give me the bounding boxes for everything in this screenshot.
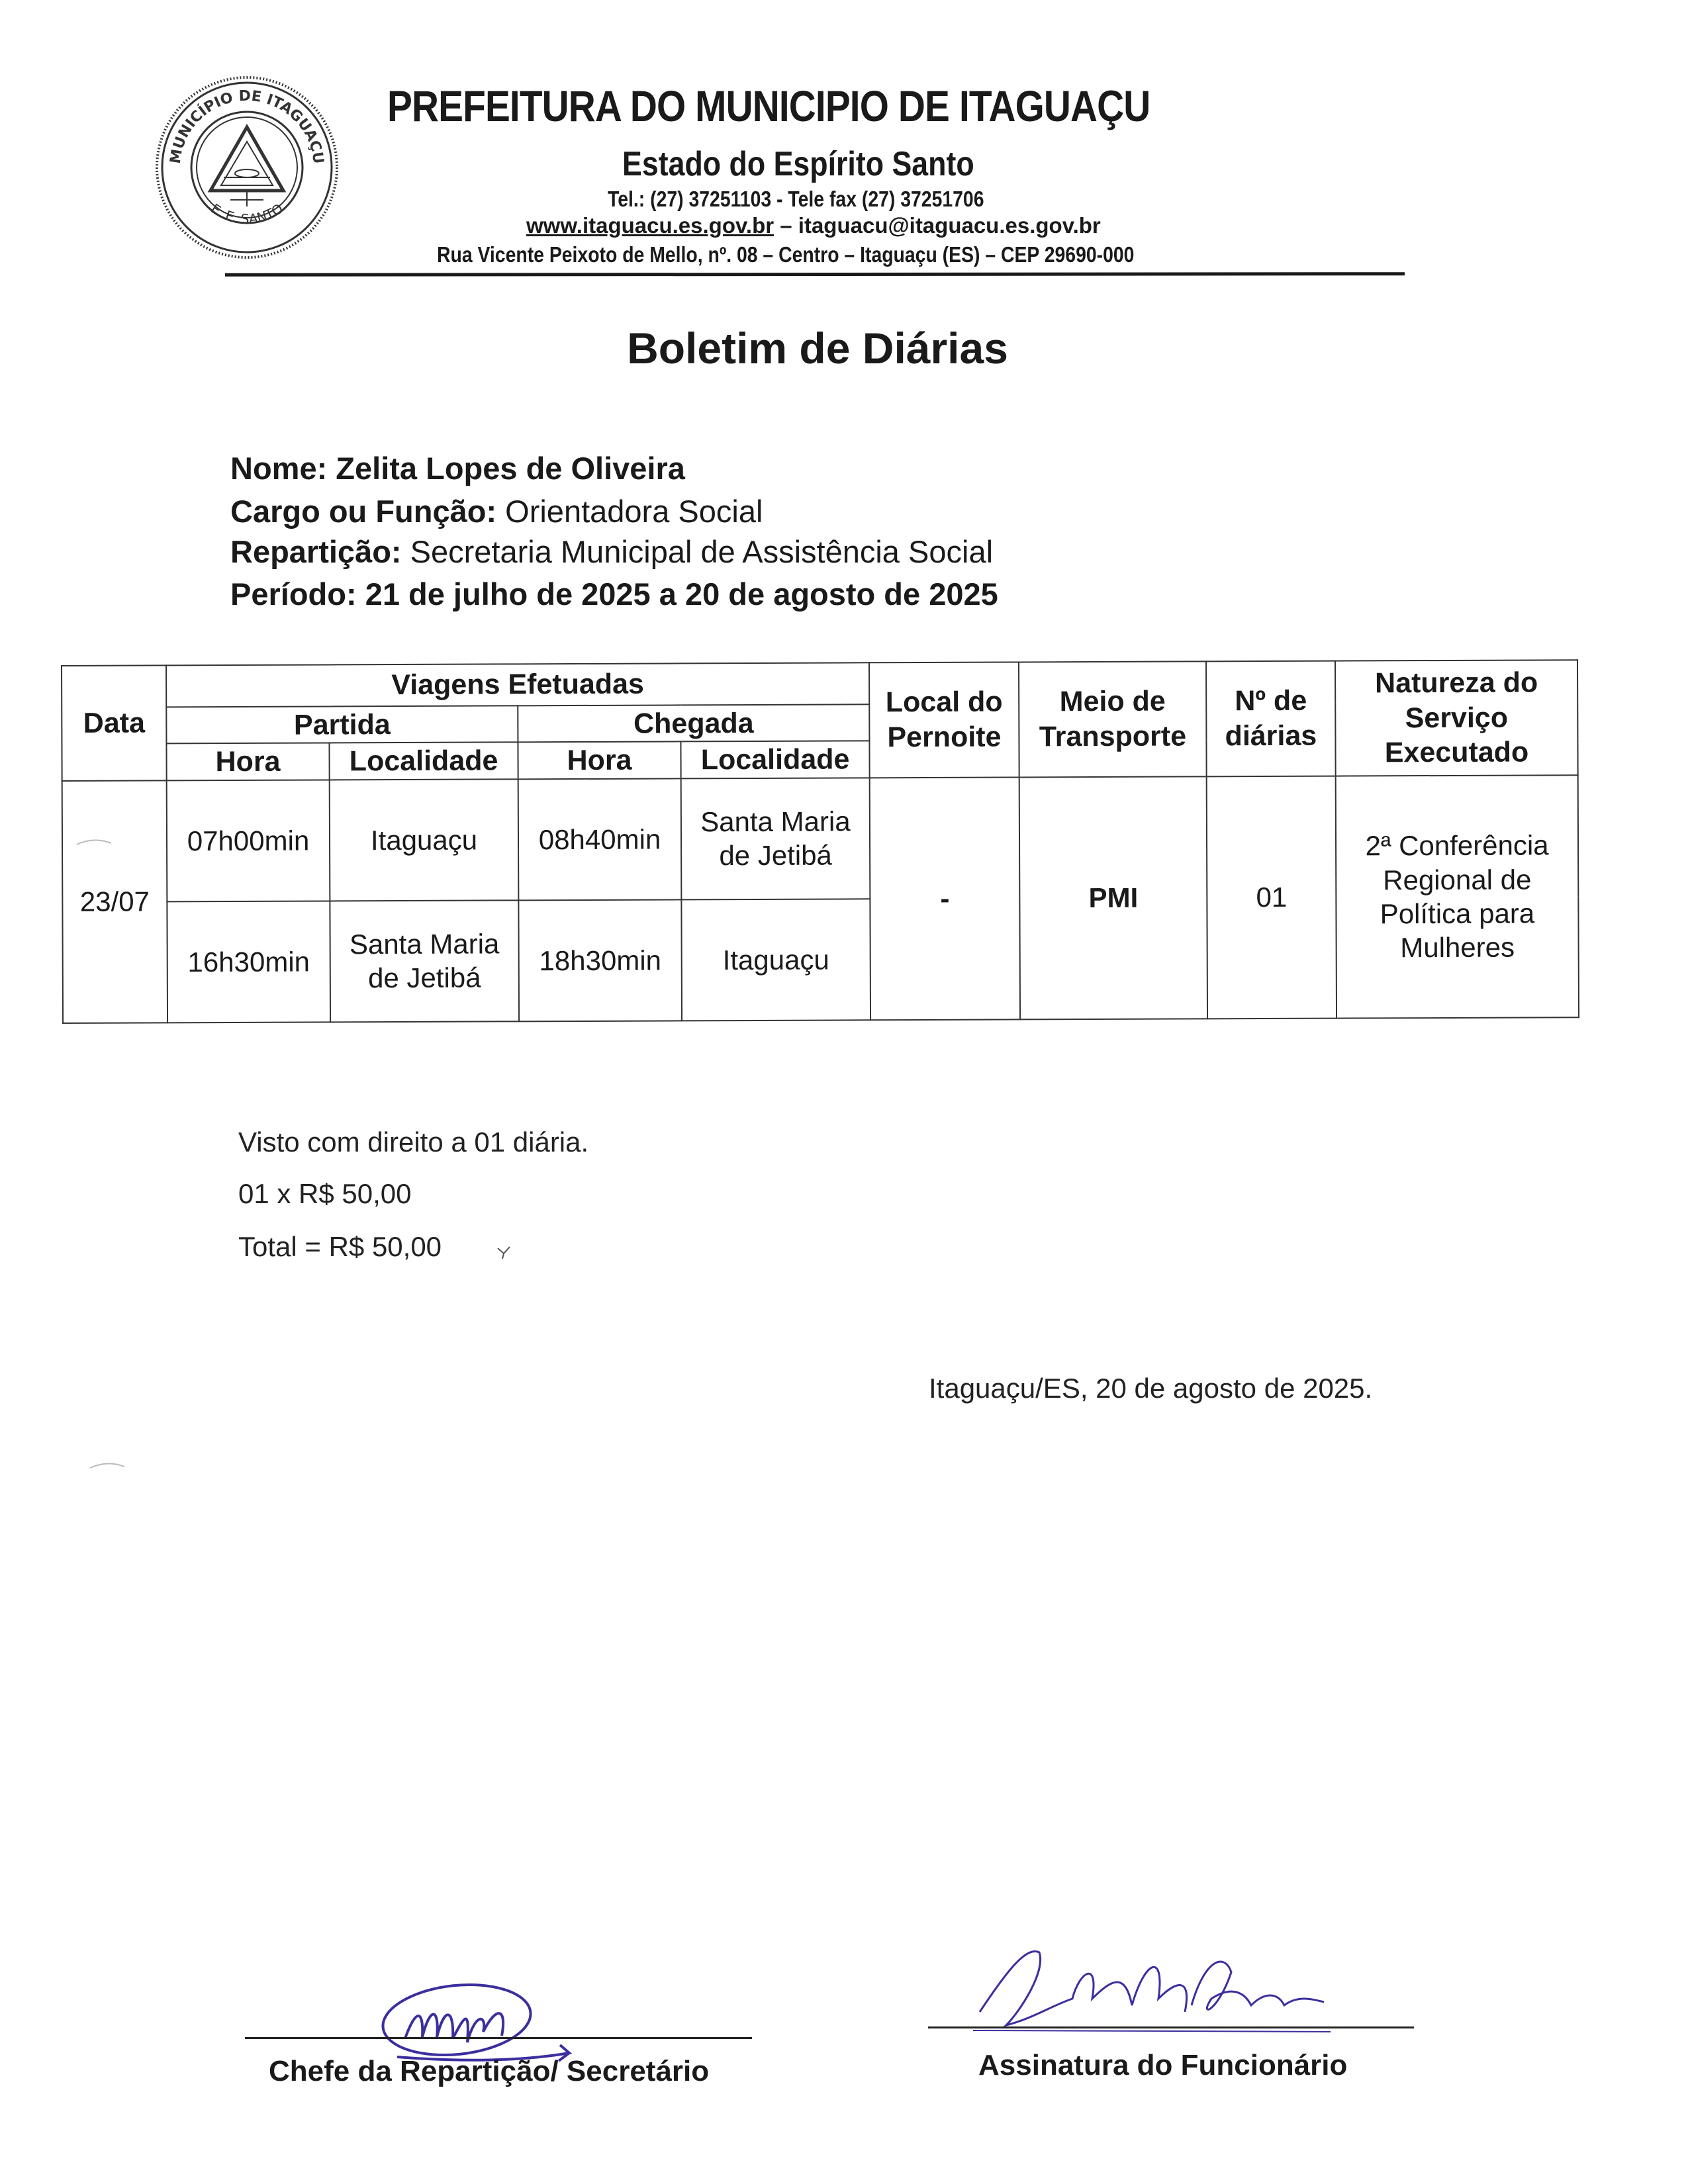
role-value: Orientadora Social <box>505 494 763 529</box>
cell-partida-localidade: Itaguaçu <box>330 779 519 901</box>
header-chegada: Chegada <box>518 704 869 742</box>
scan-speck <box>87 1459 127 1472</box>
calculation-line: 01 x R$ 50,00 <box>238 1178 412 1209</box>
seal-bottom-text: E. E. SANTO <box>208 200 286 227</box>
header-natureza: Natureza do Serviço Executado <box>1335 660 1578 776</box>
cell-partida-hora: 16h30min <box>167 901 330 1023</box>
header-partida-localidade: Localidade <box>329 743 518 780</box>
header-meio-transporte: Meio de Transporte <box>1019 661 1207 777</box>
cell-chegada-hora: 08h40min <box>518 778 682 900</box>
header-data: Data <box>62 665 167 780</box>
cell-chegada-localidade: Itaguaçu <box>681 899 870 1021</box>
seal-top-text: MUNICÍPIO DE ITAGUAÇU <box>167 87 327 165</box>
header-chegada-hora: Hora <box>518 742 680 779</box>
employee-role-line <box>230 493 763 529</box>
approval-line: Visto com direito a 01 diária. <box>238 1126 589 1158</box>
phone-info: Tel.: (27) 37251103 - Tele fax (27) 37251706 <box>608 187 984 211</box>
municipal-seal-logo <box>154 74 340 261</box>
contact-web-email <box>526 213 1188 238</box>
signature-line-right <box>928 2026 1414 2028</box>
scan-speck <box>74 835 114 848</box>
employee-name-line <box>230 450 685 486</box>
period-label: Período: <box>230 576 365 612</box>
department-head-label: Chefe da Repartição/ Secretário <box>269 2055 710 2087</box>
table-row <box>62 775 1579 902</box>
cell-natureza: 2ª Conferência Regional de Política para Mulheres <box>1336 775 1579 1019</box>
website-link[interactable]: www.itaguacu.es.gov.br <box>526 213 774 238</box>
travel-table <box>61 659 1578 1024</box>
header-local-pernoite: Local do Pernoite <box>869 662 1019 778</box>
cell-local-pernoite: - <box>870 777 1020 1020</box>
header-chegada-localidade: Localidade <box>680 741 869 778</box>
employee-signature <box>966 1933 1337 2038</box>
cell-date: 23/07 <box>62 780 167 1023</box>
name-value: Zelita Lopes de Oliveira <box>336 451 685 486</box>
address-line: Rua Vicente Peixoto de Mello, nº. 08 – Centro – Itaguaçu (ES) – CEP 29690-000 <box>437 242 1135 267</box>
cell-meio-transporte: PMI <box>1019 776 1207 1019</box>
municipality-title: PREFEITURA DO MUNICIPIO DE ITAGUAÇU <box>387 81 1150 130</box>
signature-line-left <box>245 2037 752 2039</box>
header-num-diarias: Nº de diárias <box>1206 661 1336 777</box>
header-viagens: Viagens Efetuadas <box>166 662 869 707</box>
header-partida-hora: Hora <box>166 743 329 780</box>
dept-value: Secretaria Municipal de Assistência Social <box>410 534 994 569</box>
cell-chegada-hora: 18h30min <box>518 899 682 1021</box>
total-line: Total = R$ 50,00 <box>238 1231 442 1262</box>
contact-separator: – <box>774 213 798 238</box>
period-line <box>230 576 998 612</box>
employee-signature-label: Assinatura do Funcionário <box>978 2049 1348 2081</box>
state-name: Estado do Espírito Santo <box>622 145 974 183</box>
name-label: Nome: <box>230 451 336 486</box>
dept-label: Repartição: <box>230 534 410 569</box>
place-date: Itaguaçu/ES, 20 de agosto de 2025. <box>929 1373 1373 1404</box>
header-divider <box>225 272 1405 277</box>
email-address[interactable]: itaguacu@itaguacu.es.gov.br <box>798 213 1101 238</box>
cell-num-diarias: 01 <box>1207 776 1336 1019</box>
cell-partida-localidade: Santa Maria de Jetibá <box>330 900 519 1022</box>
period-value: 21 de julho de 2025 a 20 de agosto de 2025 <box>365 576 998 612</box>
header-partida: Partida <box>166 705 518 743</box>
check-mark-icon <box>495 1243 512 1260</box>
cell-partida-hora: 07h00min <box>167 780 330 901</box>
document-title: Boletim de Diárias <box>627 324 1008 373</box>
employee-dept-line <box>230 533 993 570</box>
cell-chegada-localidade: Santa Maria de Jetibá <box>681 778 870 899</box>
role-label: Cargo ou Função: <box>230 494 506 529</box>
